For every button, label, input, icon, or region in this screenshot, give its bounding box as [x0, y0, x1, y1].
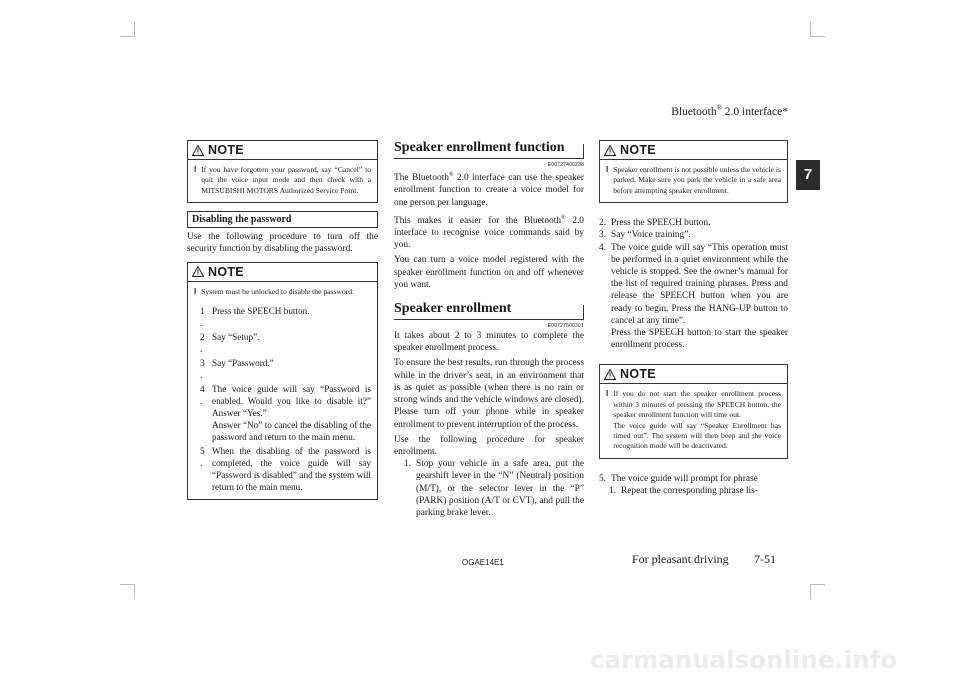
chapter-tab[interactable]: 7: [796, 160, 820, 190]
page-number: 7-51: [754, 552, 776, 566]
list-item: 2. Press the SPEECH button.: [599, 218, 711, 229]
note-box-unlock: [187, 262, 378, 500]
warning-icon: [192, 145, 204, 156]
note-header: [188, 141, 377, 160]
note-header: [600, 141, 787, 160]
column-right: [599, 140, 788, 497]
section-code: E00727400238: [547, 162, 584, 168]
paragraph: You can turn a voice model registered with the speaker enrollment function on and off whenever you want.: [394, 255, 584, 290]
enrollment-step-5: [599, 473, 788, 497]
intro-text: Use the following procedure to turn off the security function by disabling the password.: [187, 232, 378, 255]
enrollment-steps-continued: [599, 217, 788, 351]
paragraph: To ensure the best results, run through the process while in the driver’s seat, in an environment that is as quiet as possible (when there is no rain or strong winds and the vehicle windows are closed). Please turn off your phone while in speaker enrollment to prevent interruption of the process.: [394, 358, 584, 430]
heading-speaker-enrollment-function: Speaker enrollment function: [394, 140, 584, 159]
note-box-timeout: [599, 364, 788, 458]
warning-icon: [604, 369, 616, 380]
watermark: carmanualsonline.info: [590, 646, 898, 674]
bullet-icon: l: [194, 165, 197, 174]
bullet-icon: l: [606, 165, 609, 174]
list-item: 1 . Press the SPEECH button.: [200, 306, 310, 329]
paragraph: Use the following procedure for speaker enrollment.: [394, 434, 584, 457]
column-middle: [394, 140, 584, 519]
bullet-icon: l: [606, 389, 609, 399]
list-item: 4. The voice guide will say “This operation must be performed in a quiet environment while the vehicle is stopped. See the owner’s manual for the list of required training phrases. Press and release the SPEECH button when you are ready to begin. Press the HANG-UP button to cancel at any time”. Press the SPEECH button to start the speaker enrollment process.: [599, 242, 788, 351]
crop-mark-bottom-right: [810, 584, 825, 599]
password-steps: [194, 305, 371, 493]
list-item: 3. Say “Voice training”.: [599, 230, 691, 241]
list-item: 1. Repeat the corresponding phrase lis-: [609, 486, 758, 497]
note-label: NOTE: [208, 143, 244, 157]
note-body: l Speaker enrollment is not possible unless the vehicle is parked. Make sure you park the vehicle in a safe area before attempting speaker enrollment.: [606, 165, 781, 195]
crop-mark-top-left: [120, 22, 135, 37]
heading-speaker-enrollment: Speaker enrollment: [394, 301, 584, 320]
list-item: 4 . The voice guide will say “Password is enabled. Would you like to disable it?” Answer “Yes.” Answer “No” to cancel the disabling of the password and return to the main menu.: [200, 384, 371, 443]
note-label: NOTE: [208, 264, 244, 279]
note-body: l If you have forgotten your password, say “Cancel” to quit the voice input mode and then check with a MITSUBISHI MOTORS Authorized Service Point.: [194, 165, 371, 195]
paragraph: The Bluetooth® 2.0 interface can use the speaker enrollment function to create a voice model for one person per language.: [394, 172, 584, 208]
footer-code: OGAE14E1: [462, 558, 504, 567]
section-code: E00727500301: [547, 323, 584, 330]
note-label: NOTE: [620, 143, 656, 157]
paragraph: It takes about 2 to 3 minutes to complete the speaker enrollment process.: [394, 331, 584, 354]
section-title-disabling-password: Disabling the password: [187, 211, 378, 228]
footer-section-title: For pleasant driving: [632, 552, 729, 566]
list-item: 5. The voice guide will prompt for phrase: [599, 473, 758, 484]
list-item: 3 . Say “Password.”: [200, 358, 274, 381]
column-left: [187, 140, 378, 500]
bullet-icon: l: [194, 286, 197, 296]
crop-mark-bottom-left: [120, 584, 135, 599]
warning-icon: [604, 145, 616, 156]
running-header: Bluetooth® 2.0 interface*: [671, 104, 788, 118]
crop-mark-top-right: [810, 22, 825, 37]
note-header: [600, 365, 787, 384]
enrollment-steps: [394, 458, 584, 519]
note-box-parked: [599, 140, 788, 203]
warning-icon: [192, 266, 204, 277]
list-item: 1. Stop your vehicle in a safe area, put the gearshift lever in the “N” (Neutral) position (M/T), or the selector lever in the “P” (PARK) position (A/T or CVT), and pull the parking brake lever.: [404, 459, 584, 518]
paragraph: This makes it easier for the Bluetooth® 2.0 interface to recognise voice commands said by you.: [394, 214, 584, 251]
list-item: 5 . When the disabling of the password is completed, the voice guide will say “Password is disabled” and the system will return to the main menu.: [200, 446, 371, 493]
list-item: 2 . Say “Setup”.: [200, 332, 260, 355]
note-body: l System must be unlocked to disable the password. 1 . Press the SPEECH button. 2 . Say “Setup”. 3 . Say “Password.” 4 . The voice guide will say “Password is enabled. Would you like to disable it?” Answer “Yes.” Answer “No” to cancel the disabling of the password and return to the main menu. 5 . When the disabling of the password is completed, the voice guide will say “Password is disabled” and the system will return to the main menu.: [194, 286, 371, 493]
note-label: NOTE: [620, 367, 656, 382]
note-box-forgot-password: [187, 140, 378, 203]
note-body: l If you do not start the speaker enrollment process within 3 minutes of pressing the SPEECH button, the speaker enrollment function will time out. The voice guide will say “Speaker Enrollment has timed out”. The system will then beep and the voice recognition mode will be deactivated.: [606, 389, 781, 451]
note-header: [188, 263, 377, 282]
